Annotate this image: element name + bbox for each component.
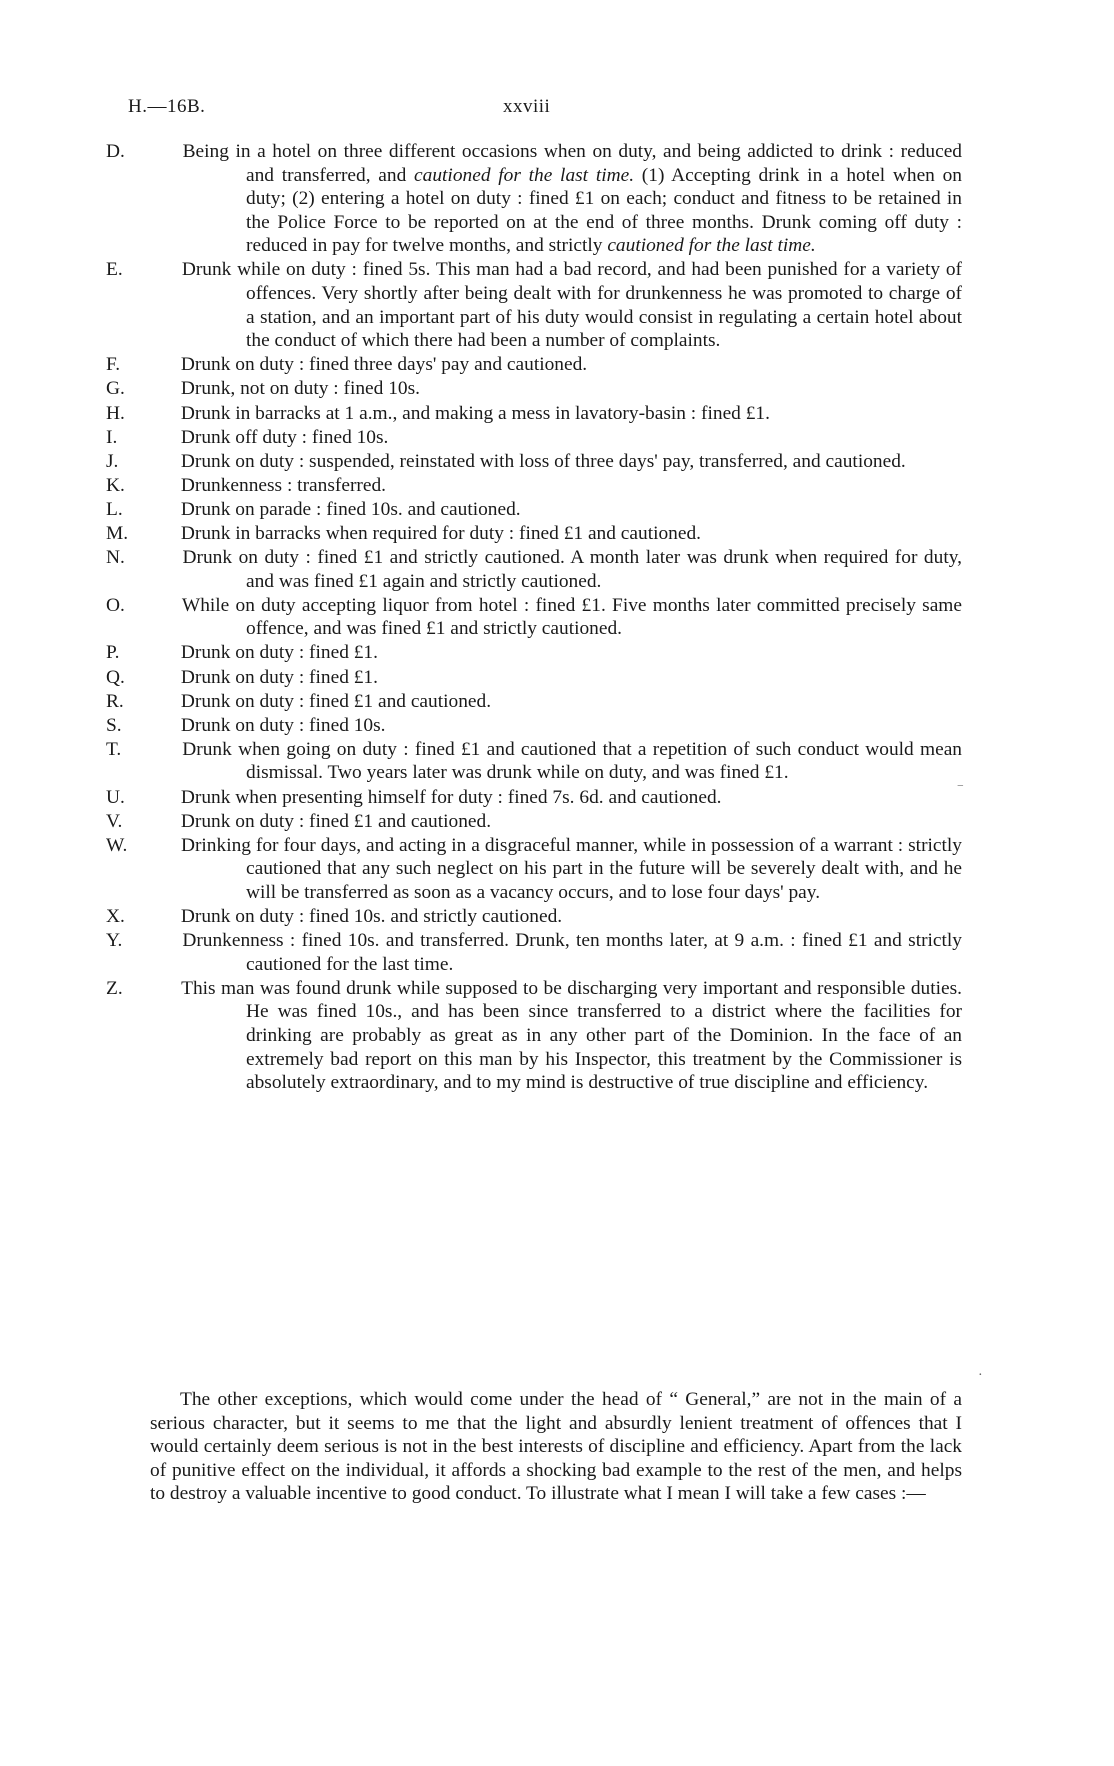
entry-text: Drunkenness : fined 10s. and transferred. Drunk, ten months later, at 9 a.m. : fined £1 and strictly cautioned for the last time.: [182, 930, 962, 975]
offence-entry: H. Drunk in barracks at 1 a.m., and making a mess in lavatory-basin : fined £1.: [106, 402, 770, 424]
offence-entry: W. Drinking for four days, and acting in a disgraceful manner, while in possession of a warrant : strictly cautioned that any such neglect on his part in the future will be severely dealt with, and he will be transferred as soon as a vacancy occurs, and to lose four days' pay.: [106, 834, 962, 903]
entry-text: Drunk when going on duty : fined £1 and cautioned that a repetition of such conduct would mean dismissal. Two years later was drunk while on duty, and was fined £1.: [182, 738, 962, 784]
offence-entry: S. Drunk on duty : fined 10s.: [106, 714, 386, 736]
offence-entry: T. Drunk when going on duty : fined £1 and cautioned that a repetition of such conduct would mean dismissal. Two years later was drunk while on duty, and was fined £1.: [106, 738, 962, 784]
offence-entry: M. Drunk in barracks when required for duty : fined £1 and cautioned.: [106, 523, 702, 544]
offence-entry: Q. Drunk on duty : fined £1.: [106, 666, 378, 688]
scan-mark: ‾: [958, 785, 963, 800]
offence-entry: E. Drunk while on duty : fined 5s. This man had a bad record, and had been punished for a variety of offences. Very shortly after being dealt with for drunkenness he was promoted to charge of a station, and an important part of his duty would consist in regulating a certain hotel about the conduct of which there had been a number of complaints.: [106, 259, 962, 352]
document-reference: H.—16B.: [128, 96, 206, 117]
entry-text: (1) Accepting drink in a hotel when on duty; (2) entering a hotel on duty : fined £1 on each; conduct and fitness to be retained in the Police Force to be reported on at the end of three months. Drunk coming off duty : reduced in pay for twelve months, and strictly: [246, 164, 963, 257]
scan-mark: ·: [978, 1368, 983, 1383]
offence-entry: U. Drunk when presenting himself for duty : fined 7s. 6d. and cautioned.: [106, 786, 722, 808]
entry-text: Drunk on duty : fined 10s.: [180, 714, 386, 736]
entry-text: This man was found drunk while supposed to be discharging very important and responsible duties. He was fined 10s., and has been since transferred to a district where the facilities for drinking are probably as great as in any other part of the Dominion. In the face of an extremely bad report on this man by his Inspector, this treatment by the Commissioner is absolutely extraordinary, and to my mind is destructive of true discipline and efficiency.: [181, 977, 962, 1094]
entry-emphasis: cautioned for the last time.: [607, 235, 816, 257]
page-header: [128, 96, 963, 126]
entry-text: Drunk while on duty : fined 5s. This man had a bad record, and had been punished for a variety of offences. Very shortly after being dealt with for drunkenness he was promoted to charge of a station, and an important part of his duty would consist in regulating a certain hotel about the conduct of which there had been a number of complaints.: [181, 259, 962, 352]
offence-entry: P. Drunk on duty : fined £1.: [106, 642, 378, 664]
offence-entry: X. Drunk on duty : fined 10s. and strictly cautioned.: [106, 906, 563, 927]
offence-entry: R. Drunk on duty : fined £1 and cautioned.: [106, 690, 492, 712]
entry-text: Drunk on duty : fined three days' pay and cautioned.: [180, 354, 588, 376]
entry-text: Drinking for four days, and acting in a disgraceful manner, while in possession of a warrant : strictly cautioned that any such neglect on his part in the future will be severely dealt with, and he will be transferred as soon as a vacancy occurs, and to lose four days' pay.: [180, 834, 962, 903]
offence-entry: K. Drunkenness : transferred.: [106, 474, 387, 496]
offence-list: [106, 140, 963, 1095]
entry-emphasis: cautioned for the last time.: [414, 164, 635, 186]
offence-entry: L. Drunk on parade : fined 10s. and cautioned.: [106, 498, 521, 520]
entry-text: Drunk on duty : fined £1 and cautioned.: [180, 810, 492, 832]
offence-entry: N. Drunk on duty : fined £1 and strictly cautioned. A month later was drunk when required for duty, and was fined £1 again and strictly cautioned.: [106, 547, 962, 592]
entry-text: Drunkenness : transferred.: [180, 474, 387, 496]
entry-text: Drunk, not on duty : fined 10s.: [180, 378, 420, 400]
entry-text: Drunk in barracks when required for duty : fined £1 and cautioned.: [180, 523, 702, 544]
offence-entry: Z. This man was found drunk while supposed to be discharging very important and responsible duties. He was fined 10s., and has been since transferred to a district where the facilities for drinking are probably as great as in any other part of the Dominion. In the face of an extremely bad report on this man by his Inspector, this treatment by the Commissioner is absolutely extraordinary, and to my mind is destructive of true discipline and efficiency.: [106, 977, 962, 1094]
offence-entry: D. Being in a hotel on three different occasions when on duty, and being addicted to drink : reduced and transferred, and cautioned for the last time. (1) Accepting drink in a hotel when on duty; (2) entering a hotel on duty : fined £1 on each; conduct and fitness to be retained in the Police Force to be reported on at the end of three months. Drunk coming off duty : reduced in pay for twelve months, and strictly cautioned for the last time.: [106, 141, 963, 257]
entry-text: While on duty accepting liquor from hotel : fined £1. Five months later committed precisely same offence, and was fined £1 and strictly cautioned.: [181, 594, 962, 640]
entry-text: Drunk on duty : fined 10s. and strictly cautioned.: [180, 906, 563, 927]
offence-entry: G. Drunk, not on duty : fined 10s.: [106, 378, 420, 400]
entry-text: Drunk in barracks at 1 a.m., and making a mess in lavatory-basin : fined £1.: [180, 402, 770, 424]
entry-text: Drunk on duty : fined £1.: [180, 666, 378, 688]
offence-entry: O. While on duty accepting liquor from hotel : fined £1. Five months later committed precisely same offence, and was fined £1 and strictly cautioned.: [106, 594, 962, 640]
entry-text: Drunk on parade : fined 10s. and cautioned.: [180, 498, 521, 520]
closing-paragraph: The other exceptions, which would come under the head of “ General,” are not in the main of a serious character, but it seems to me that the light and absurdly lenient treatment of offences that I would certainly deem serious is not in the best interests of discipline and efficiency. Apart from the lack of punitive effect on the individual, it affords a shocking bad example to the rest of the men, and helps to destroy a valuable incentive to good conduct. To illustrate what I mean I will take a few cases :—: [150, 1389, 962, 1505]
page-number: xxviii: [503, 96, 551, 117]
offence-entry: V. Drunk on duty : fined £1 and cautioned.: [106, 810, 492, 832]
entry-text: Drunk on duty : suspended, reinstated with loss of three days' pay, transferred, and cautioned.: [180, 450, 906, 472]
entry-text: Drunk on duty : fined £1 and cautioned.: [180, 690, 492, 712]
entry-text: Drunk when presenting himself for duty : fined 7s. 6d. and cautioned.: [180, 786, 722, 808]
entry-text: Drunk on duty : fined £1 and strictly cautioned. A month later was drunk when required for duty, and was fined £1 again and strictly cautioned.: [182, 547, 962, 592]
entry-text: Drunk off duty : fined 10s.: [180, 426, 389, 448]
offence-entry: I. Drunk off duty : fined 10s.: [106, 426, 389, 448]
entry-text: Being in a hotel on three different occasions when on duty, and being addicted to drink : reduced and transferred, and: [182, 141, 962, 186]
offence-entry: F. Drunk on duty : fined three days' pay and cautioned.: [106, 354, 588, 376]
entry-text: Drunk on duty : fined £1.: [180, 642, 378, 664]
offence-entry: Y. Drunkenness : fined 10s. and transferred. Drunk, ten months later, at 9 a.m. : fined £1 and strictly cautioned for the last time.: [106, 930, 962, 975]
offence-entry: J. Drunk on duty : suspended, reinstated with loss of three days' pay, transferred, and cautioned.: [106, 450, 906, 472]
